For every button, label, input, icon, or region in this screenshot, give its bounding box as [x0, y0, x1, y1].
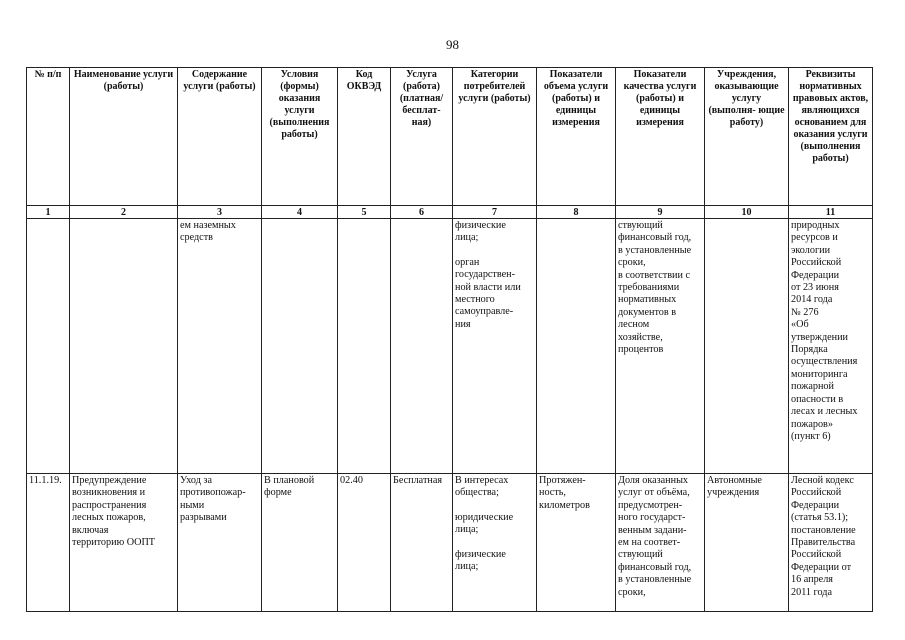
consumer-item: юридические лица; — [455, 511, 514, 536]
column-number: 8 — [537, 206, 616, 219]
cell-quality-text: ствующий финансовый год, в установленные сроки, в соответствии с требованиями нормативных документов в лесном хозяйстве, процентов — [618, 220, 692, 356]
column-header-volume: Показатели объема услуги (работы) и единицы измерения — [537, 68, 616, 206]
column-header-acts: Реквизиты нормативных правовых актов, являющихся основанием для оказания услуги (выполнения работы) — [789, 68, 873, 206]
cell-content-text: ем наземных средств — [180, 220, 236, 244]
column-number: 2 — [70, 206, 178, 219]
column-header-okved: Код ОКВЭД — [338, 68, 391, 206]
cell-okved — [338, 474, 391, 612]
cell-okved — [338, 219, 391, 474]
cell-paid — [391, 219, 453, 474]
column-header-content: Содержание услуги (работы) — [178, 68, 262, 206]
cell-num — [27, 474, 70, 612]
cell-num-text: 11.1.19. — [29, 475, 62, 486]
cell-name — [70, 474, 178, 612]
cell-conditions — [262, 219, 338, 474]
cell-paid-text: Бесплатная — [393, 475, 443, 486]
column-header-consumers: Категории потребителей услуги (работы) — [453, 68, 537, 206]
column-number: 11 — [789, 206, 873, 219]
cell-acts — [789, 474, 873, 612]
column-number: 9 — [616, 206, 705, 219]
cell-paid — [391, 474, 453, 612]
consumer-item: физические лица; — [455, 548, 506, 573]
column-number: 1 — [27, 206, 70, 219]
column-number: 10 — [705, 206, 789, 219]
cell-name — [70, 219, 178, 474]
column-header-paid: Услуга (работа) (платная/ бесплат- ная) — [391, 68, 453, 206]
column-number: 4 — [262, 206, 338, 219]
cell-volume-text: Протяжен- ность, километров — [539, 475, 590, 511]
cell-content — [178, 474, 262, 612]
cell-content-text: Уход за противопожар- ными разрывами — [180, 475, 246, 524]
cell-conditions — [262, 474, 338, 612]
cell-quality — [616, 219, 705, 474]
services-table — [26, 67, 873, 612]
cell-consumers — [453, 219, 537, 474]
cell-institutions — [705, 219, 789, 474]
column-header-quality: Показатели качества услуги (работы) и единицы измерения — [616, 68, 705, 206]
cell-okved-text: 02.40 — [340, 475, 363, 486]
cell-conditions-text: В плановой форме — [264, 475, 315, 499]
consumer-item: В интересах общества; — [455, 475, 509, 499]
column-header-name: Наименование услуги (работы) — [70, 68, 178, 206]
column-header-conditions: Условия (формы) оказания услуги (выполнения работы) — [262, 68, 338, 206]
consumer-item: орган государствен- ной власти или местного самоуправле- ния — [455, 256, 521, 330]
cell-num — [27, 219, 70, 474]
cell-quality — [616, 474, 705, 612]
cell-acts — [789, 219, 873, 474]
cell-institutions-text: Автономные учреждения — [707, 475, 762, 499]
cell-content — [178, 219, 262, 474]
cell-consumers — [453, 474, 537, 612]
consumer-item: физические лица; — [455, 220, 506, 244]
cell-acts-text: природных ресурсов и экологии Российской Федерации от 23 июня 2014 года № 276 «Об утверждении Порядка осуществления мониторинга пожарной опасности в лесах и лесных пожаров» (пункт 6) — [791, 220, 858, 442]
column-header-institutions: Учреждения, оказывающие услугу (выполня- ющие работу) — [705, 68, 789, 206]
column-number: 3 — [178, 206, 262, 219]
column-header-num: № п/п — [27, 68, 70, 206]
column-number: 6 — [391, 206, 453, 219]
column-number: 5 — [338, 206, 391, 219]
cell-quality-text: Доля оказанных услуг от объёма, предусмотрен- ного государст- венным задани- ем на соответ- ствующий финансовый год, в установленные сроки, — [618, 475, 692, 598]
page-number: 98 — [446, 37, 459, 52]
table-row — [27, 474, 873, 612]
cell-volume — [537, 474, 616, 612]
table-row — [27, 219, 873, 474]
cell-name-text: Предупреждение возникновения и распространения лесных пожаров, включая территорию ООПТ — [72, 475, 156, 549]
cell-institutions — [705, 474, 789, 612]
column-number-row — [27, 206, 873, 219]
cell-volume — [537, 219, 616, 474]
column-number: 7 — [453, 206, 537, 219]
cell-acts-text: Лесной кодекс Российской Федерации (статья 53.1); постановление Правительства Российской Федерации от 16 апреля 2011 года — [791, 475, 856, 598]
header-row — [27, 68, 873, 206]
